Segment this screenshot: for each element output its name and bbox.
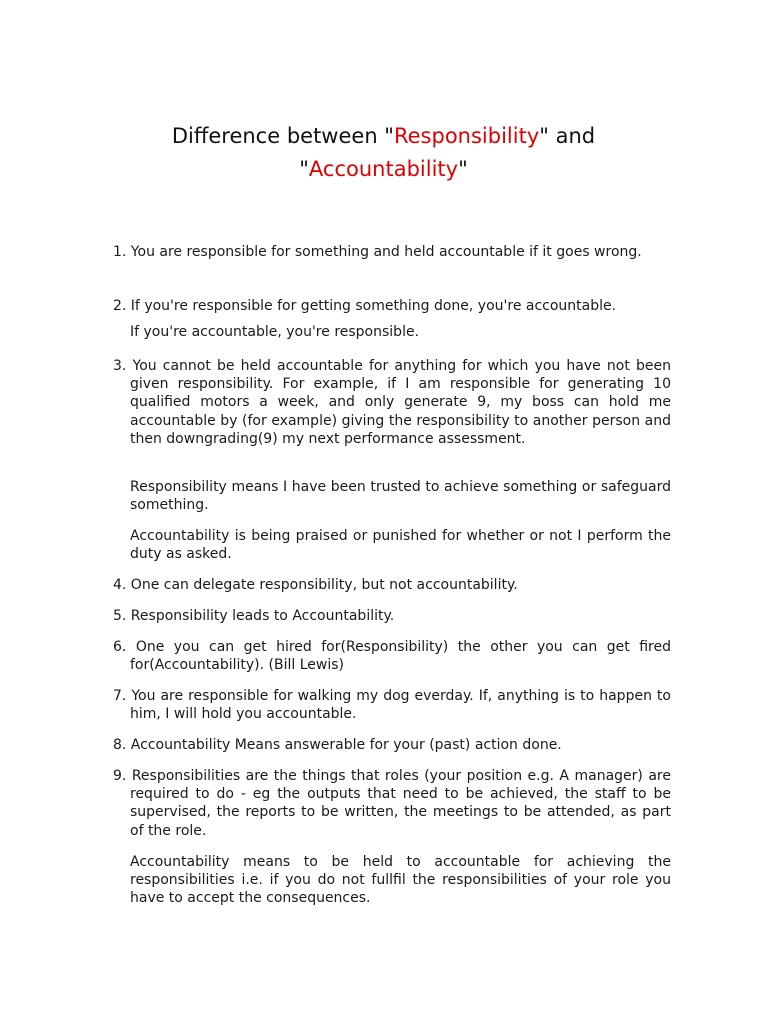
paragraph-7: 7. You are responsible for walking my dog everday. If, anything is to happen to him, I will hold you accountable. <box>113 688 671 723</box>
paragraph-2: 2. If you're responsible for getting something done, you're accountable. <box>113 298 617 314</box>
paragraph-9: 9. Responsibilities are the things that roles (your position e.g. A manager) are required to do - eg the outputs that need to be achieved, the staff to be supervised, the reports to be written, the meetings to be attended, as part of the role. <box>113 768 671 839</box>
title-text-4: " <box>458 157 468 181</box>
title-text-2: " and <box>539 124 596 148</box>
paragraph-6: 6. One you can get hired for(Responsibility) the other you can get fired for(Accountability). (Bill Lewis) <box>113 639 671 674</box>
title-text-3: " <box>299 157 309 181</box>
paragraph-5: 5. Responsibility leads to Accountability. <box>113 608 395 624</box>
paragraph-8: 8. Accountability Means answerable for your (past) action done. <box>113 737 562 753</box>
paragraph-3: 3. You cannot be held accountable for anything for which you have not been given responsibility. For example, if I am responsible for generating 10 qualified motors a week, and only generate 9, my boss can hold me accountable by (for example) giving the responsibility to another person and then downgrading(9) my next performance assessment. <box>113 358 671 447</box>
title-highlight-responsibility: Responsibility <box>393 124 540 148</box>
paragraph-1: 1. You are responsible for something and held accountable if it goes wrong. <box>113 244 642 260</box>
page-title <box>113 120 654 186</box>
paragraph-3-responsibility-definition: Responsibility means I have been trusted to achieve something or safeguard something. <box>130 479 671 514</box>
paragraph-3-accountability-definition: Accountability is being praised or punished for whether or not I perform the duty as asked. <box>130 528 671 563</box>
paragraph-2-continued: If you're accountable, you're responsible. <box>130 324 420 340</box>
paragraph-9-continued: Accountability means to be held to accountable for achieving the responsibilities i.e. if you do not fullfil the responsibilities of your role you have to accept the consequences. <box>130 854 671 907</box>
paragraph-4: 4. One can delegate responsibility, but not accountability. <box>113 577 518 593</box>
title-highlight-accountability: Accountability <box>308 157 459 181</box>
title-text-1: Difference between " <box>171 124 394 148</box>
